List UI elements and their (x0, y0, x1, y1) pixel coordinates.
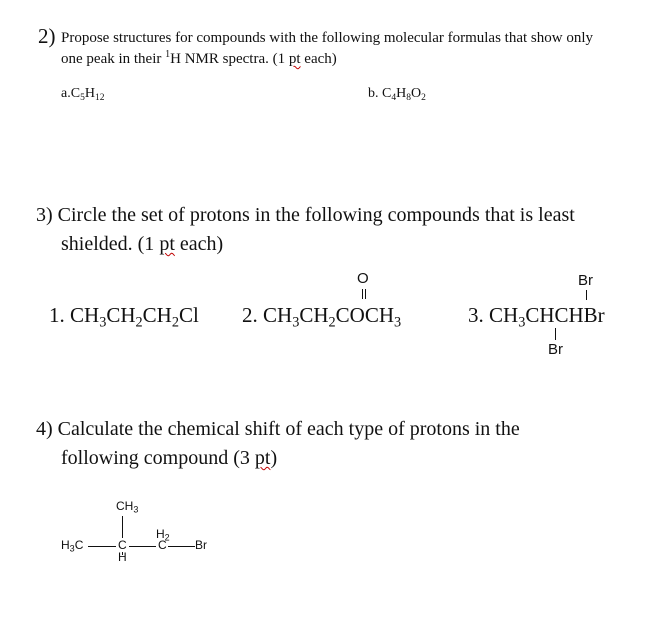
q4-line2-a: following compound (3 (61, 447, 255, 469)
compound-3-bottom-bromine: Br (548, 341, 563, 358)
q2-part-b: b. $C_4H_8O_2$ (368, 86, 426, 103)
bond-middle (129, 546, 156, 547)
q4-line2-b: ) (270, 447, 278, 469)
compound-3: 3. $CH_3CHCHBr$ (468, 303, 605, 331)
methylene-h2: $H_2$ (156, 527, 170, 543)
q3-line2-b: each) (174, 233, 224, 255)
q2-line2-a: one peak in their (61, 51, 166, 67)
compound-3-bottom-bond (555, 328, 556, 340)
bond-right (168, 546, 195, 547)
q2-part-a: $a.C_5H_{12}$ (61, 86, 105, 103)
bond-methyl-top (122, 516, 123, 538)
q4-text-line2 (61, 447, 277, 470)
methine-carbon: C (118, 538, 127, 552)
q4-text-line1: 4) Calculate the chemical shift of each type of protons in the (36, 418, 520, 440)
q2-line2-c: each) (300, 51, 337, 67)
compound-3-top-bond (586, 290, 587, 300)
methine-hydrogen: H (118, 550, 127, 564)
q4-points-word: pt (254, 447, 271, 469)
compound-2-carbonyl-oxygen: O (357, 270, 369, 287)
q3-text-line1: 3) Circle the set of protons in the following compounds that is least (36, 204, 575, 226)
bond-left (88, 546, 116, 547)
q2-number: 2) (38, 24, 56, 48)
q3-points-word: pt (159, 233, 175, 255)
q2-superscript: 1 (165, 49, 171, 60)
methylene-carbon: C (158, 538, 167, 552)
compound-2: 2. $CH_3CH_2COCH_3$ (242, 303, 402, 331)
q2-text-line2 (61, 49, 337, 68)
methyl-top: $CH_3$ (116, 499, 139, 515)
compound-2-double-bond (362, 289, 366, 299)
q3-text-line2 (61, 233, 223, 256)
q2-line2-b: H NMR spectra. (1 (170, 51, 289, 67)
compound-1: 1. $CH_3CH_2CH_2Cl$ (49, 303, 199, 331)
methyl-left: $H_3C$ (61, 538, 84, 554)
bromine: Br (195, 538, 207, 552)
q2-text-line1: Propose structures for compounds with the following molecular formulas that show only (61, 30, 593, 46)
q3-line2-a: shielded. (1 (61, 233, 160, 255)
q2-points-word: pt (288, 51, 301, 67)
compound-3-top-bromine: Br (578, 272, 593, 289)
